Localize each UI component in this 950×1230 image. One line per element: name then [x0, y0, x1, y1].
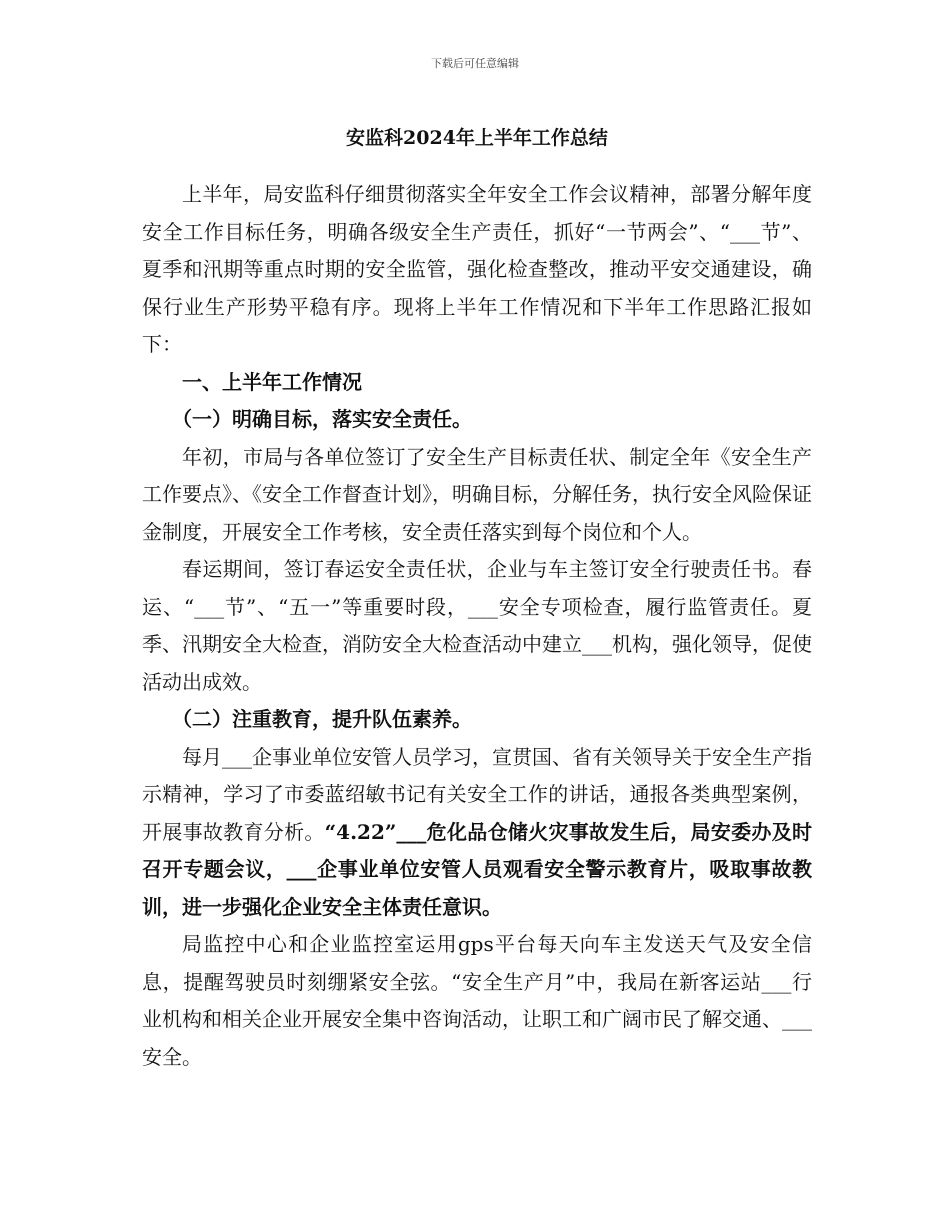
- intro-paragraph: 上半年，局安监科仔细贯彻落实全年安全工作会议精神，部署分解年度安全工作目标任务，明确各级安全生产责任，抓好“一节两会”、“___节”、夏季和汛期等重点时期的安全监管，强化检查整改，推动平安交通建设，确保行业生产形势平稳有序。现将上半年工作情况和下半年工作思路汇报如下：: [142, 182, 812, 356]
- subsection-1-paragraph-1: 年初，市局与各单位签订了安全生产目标责任状、制定全年《安全生产工作要点》、《安全工作督查计划》，明确目标，分解任务，执行安全风险保证金制度，开展安全工作考核，安全责任落实到每个岗位和个人。: [142, 444, 812, 544]
- subsection-2-paragraph-1-text: 每月___企事业单位安管人员学习，宣贯国、省有关领导关于安全生产指示精神，学习了市委蓝绍敏书记有关安全工作的讲话，通报各类典型案例，开展事故教育分析。: [142, 744, 812, 844]
- subsection-2-paragraph-1: [142, 739, 812, 927]
- document-title: 安监科2024年上半年工作总结: [346, 127, 608, 149]
- subsection-1-paragraph-2: 春运期间，签订春运安全责任状，企业与车主签订安全行驶责任书。春运、“___节”、“五一”等重要时段，___安全专项检查，履行监管责任。夏季、汛期安全大检查，消防安全大检查活动中建立___机构，强化领导，促使活动出成效。: [142, 557, 812, 694]
- subsection-heading-2: （二）注重教育，提升队伍素养。: [172, 707, 472, 731]
- header-note: 下载后可任意编辑: [431, 57, 519, 70]
- document-body: [142, 118, 812, 1076]
- subsection-heading-1: （一）明确目标，落实安全责任。: [172, 407, 472, 431]
- section-heading-1: 一、上半年工作情况: [182, 369, 362, 394]
- subsection-2-paragraph-1-bold-text: “4.22”___危化品仓储火灾事故发生后，局安委办及时召开专题会议，___企事业单位安管人员观看安全警示教育片，吸取事故教训，进一步强化企业安全主体责任意识。: [142, 819, 813, 919]
- subsection-2-paragraph-2: 局监控中心和企业监控室运用gps平台每天向车主发送天气及安全信息，提醒驾驶员时刻绷紧安全弦。“安全生产月”中，我局在新客运站___行业机构和相关企业开展安全集中咨询活动，让职工和广阔市民了解交通、___安全。: [142, 932, 812, 1069]
